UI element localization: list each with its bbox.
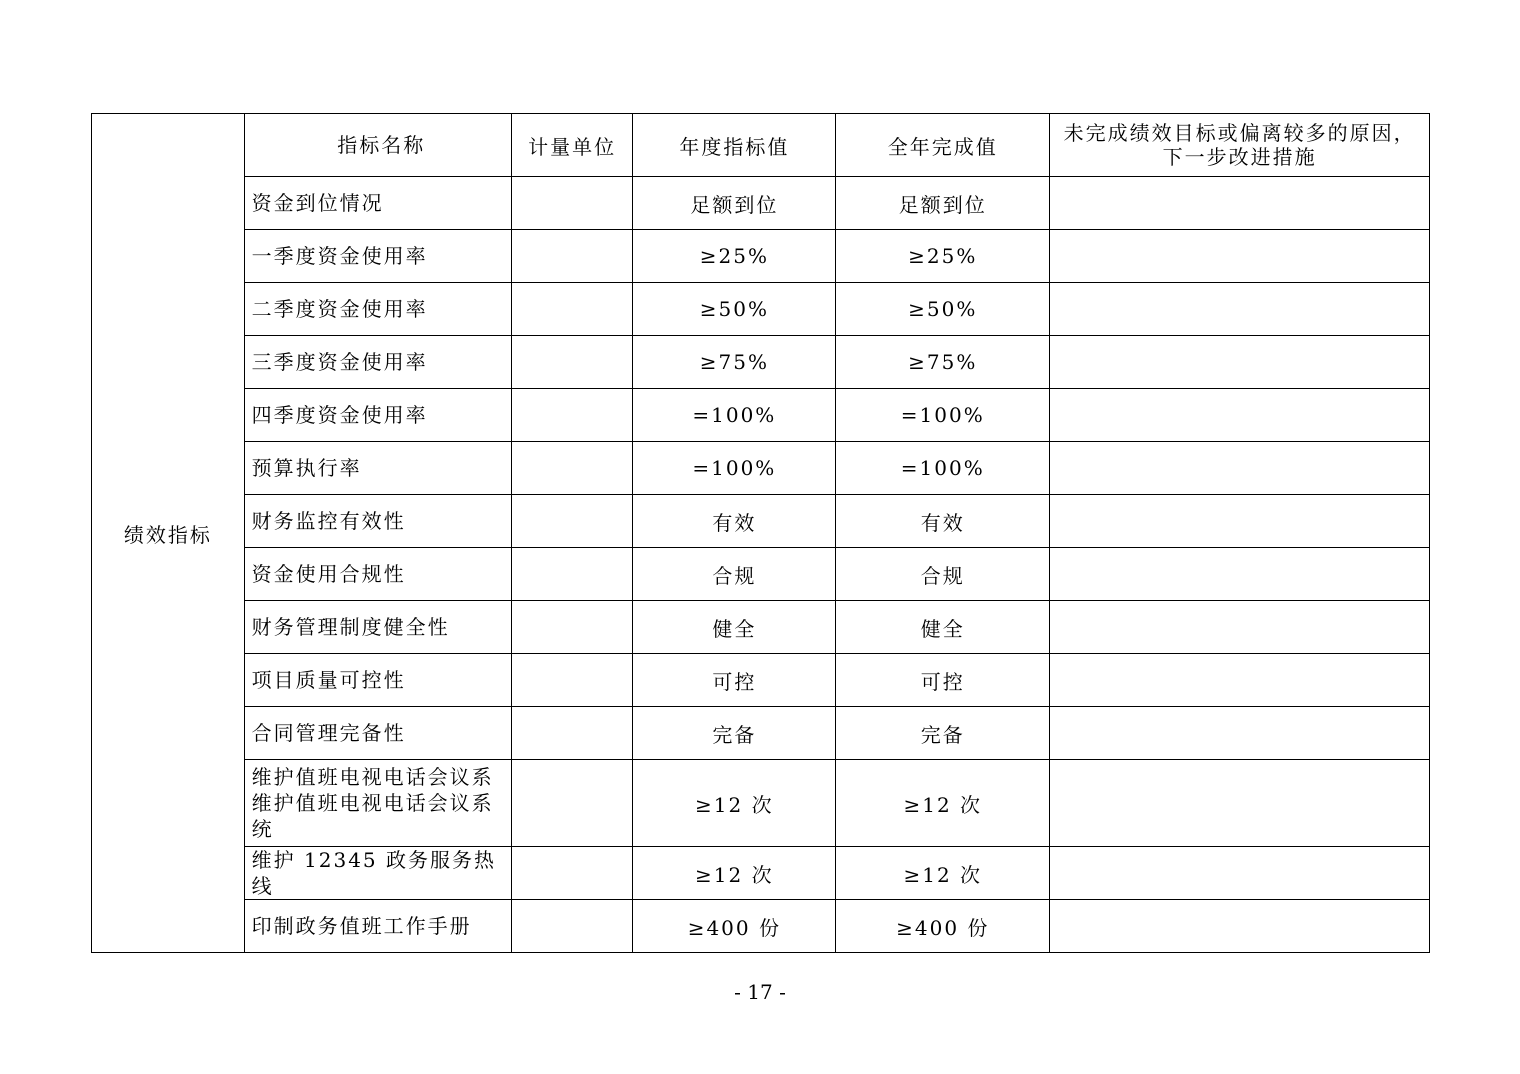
indicator-name (244, 760, 511, 847)
indicator-name: 财务监控有效性 (244, 495, 511, 548)
indicator-done: 健全 (836, 601, 1050, 654)
header-reason-line1: 未完成绩效目标或偏离较多的原因， (1063, 121, 1416, 145)
indicator-unit (511, 548, 633, 601)
indicator-done: ≥25% (836, 230, 1050, 283)
indicator-unit (511, 495, 633, 548)
indicator-target: ≥12 次 (633, 847, 836, 900)
table-row (92, 336, 1430, 389)
table-row (92, 707, 1430, 760)
indicator-reason (1050, 177, 1430, 230)
indicator-target: 可控 (633, 654, 836, 707)
indicator-done: 有效 (836, 495, 1050, 548)
indicator-unit (511, 601, 633, 654)
indicator-reason (1050, 847, 1430, 900)
indicator-unit (511, 283, 633, 336)
indicator-name-line1: 维护值班电视电话会议系 (251, 765, 494, 789)
indicator-target: 完备 (633, 707, 836, 760)
indicator-name: 合同管理完备性 (244, 707, 511, 760)
indicator-name: 预算执行率 (244, 442, 511, 495)
table-row (92, 230, 1430, 283)
indicator-unit (511, 900, 633, 953)
indicator-name: 一季度资金使用率 (244, 230, 511, 283)
indicator-done: ≥12 次 (836, 847, 1050, 900)
indicator-unit (511, 230, 633, 283)
indicator-reason (1050, 442, 1430, 495)
header-target: 年度指标值 (633, 114, 836, 177)
indicator-reason (1050, 760, 1430, 847)
indicator-name: 维护 12345 政务服务热线 (244, 847, 511, 900)
indicator-done: ≥75% (836, 336, 1050, 389)
indicator-target: 有效 (633, 495, 836, 548)
table-row (92, 601, 1430, 654)
page-number: - 17 - (734, 980, 786, 1004)
indicator-target: 足额到位 (633, 177, 836, 230)
indicator-unit (511, 336, 633, 389)
header-reason-line2: 下一步改进措施 (1162, 145, 1317, 169)
indicator-target: ≥12 次 (633, 760, 836, 847)
indicator-reason (1050, 495, 1430, 548)
indicator-unit (511, 707, 633, 760)
indicator-name: 四季度资金使用率 (244, 389, 511, 442)
table-row (92, 177, 1430, 230)
header-name: 指标名称 (244, 114, 511, 177)
indicator-name: 二季度资金使用率 (244, 283, 511, 336)
indicator-done: 合规 (836, 548, 1050, 601)
indicator-reason (1050, 548, 1430, 601)
indicator-done: 可控 (836, 654, 1050, 707)
indicator-target: ≥75% (633, 336, 836, 389)
table-row (92, 548, 1430, 601)
table-row (92, 847, 1430, 900)
header-reason (1050, 114, 1430, 177)
indicator-target: ≥400 份 (633, 900, 836, 953)
header-done: 全年完成值 (836, 114, 1050, 177)
indicator-done: =100% (836, 389, 1050, 442)
indicator-unit (511, 847, 633, 900)
table-row (92, 389, 1430, 442)
table-header-row (92, 114, 1430, 177)
indicator-unit (511, 442, 633, 495)
indicator-unit (511, 389, 633, 442)
indicator-done: 足额到位 (836, 177, 1050, 230)
table-row (92, 760, 1430, 847)
indicator-reason (1050, 389, 1430, 442)
indicator-name: 三季度资金使用率 (244, 336, 511, 389)
indicator-done: 完备 (836, 707, 1050, 760)
indicator-reason (1050, 601, 1430, 654)
indicator-reason (1050, 707, 1430, 760)
indicator-target: 健全 (633, 601, 836, 654)
indicator-unit (511, 654, 633, 707)
indicator-reason (1050, 283, 1430, 336)
table-row (92, 900, 1430, 953)
indicator-name: 资金到位情况 (244, 177, 511, 230)
table-row (92, 442, 1430, 495)
side-label-cell (92, 114, 245, 953)
indicator-target: ≥25% (633, 230, 836, 283)
side-label: 绩效指标 (123, 522, 212, 547)
indicator-name: 财务管理制度健全性 (244, 601, 511, 654)
indicator-reason (1050, 336, 1430, 389)
indicator-done: ≥50% (836, 283, 1050, 336)
table-row (92, 283, 1430, 336)
indicator-reason (1050, 230, 1430, 283)
indicator-name: 资金使用合规性 (244, 548, 511, 601)
indicator-unit (511, 177, 633, 230)
indicator-done: =100% (836, 442, 1050, 495)
indicator-reason (1050, 900, 1430, 953)
table-row (92, 654, 1430, 707)
indicator-done: ≥400 份 (836, 900, 1050, 953)
indicator-target: =100% (633, 389, 836, 442)
indicator-name: 印制政务值班工作手册 (244, 900, 511, 953)
indicator-name-line2: 维护值班电视电话会议系 (251, 791, 494, 815)
indicator-name-line3: 统 (251, 817, 274, 841)
indicator-name: 项目质量可控性 (244, 654, 511, 707)
indicator-target: 合规 (633, 548, 836, 601)
table-row (92, 495, 1430, 548)
indicator-target: =100% (633, 442, 836, 495)
indicator-unit (511, 760, 633, 847)
performance-indicator-table (91, 113, 1430, 953)
header-unit: 计量单位 (511, 114, 633, 177)
indicator-done: ≥12 次 (836, 760, 1050, 847)
indicator-target: ≥50% (633, 283, 836, 336)
indicator-reason (1050, 654, 1430, 707)
